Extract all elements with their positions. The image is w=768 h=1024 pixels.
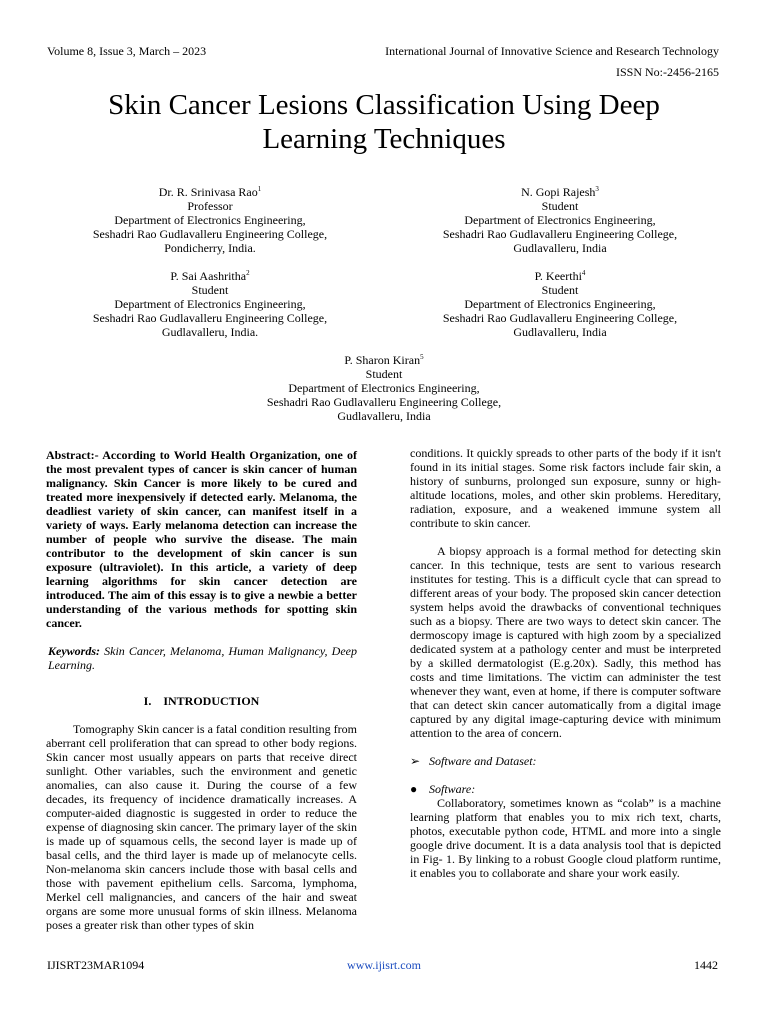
author-block-2 [70, 266, 350, 339]
issn: ISSN No:-2456-2165 [615, 65, 719, 79]
author-place: Gudlavalleru, India. [161, 325, 259, 339]
intro-paragraph-continued: conditions. It quickly spreads to other parts of the body if it isn't found in its initial stages. Some risk factors include fair skin, a history of sunburns, prolonged sun exposure, sunny or high-altitude locations, moles, and other skin problems. Hereditary, radiation, exposure, and a weakened immune system all contribute to skin cancer. [410, 446, 721, 530]
footer-paper-id: IJISRT23MAR1094 [47, 958, 145, 972]
author-place: Gudlavalleru, India [513, 241, 607, 255]
author-place: Gudlavalleru, India [337, 409, 431, 423]
intro-paragraph: Tomography Skin cancer is a fatal condition resulting from aberrant cell proliferation that can spread to other body regions. Skin cancer most usually appears on parts that receive direct sunlight. Other variables, such the environment and genetic anomalies, can also cause it. During the course of a few decades, its frequency of incidence dramatically increases. A computer-aided diagnostic is suggested in order to reduce the expense of diagnosing skin cancer. The primary layer of the skin is made up of squamous cells, the second layer is made up of basal cells, and the third layer is made up of melanocyte cells. Non-melanoma skin cancers include those with basal cells and those with pavement epithelium cells. Sarcoma, lymphoma, Merkel cell malignancies, and cancers of the hair and sweat organs are some more unusual forms of skin illness. Melanoma poses a greater risk than other types of skin [46, 722, 357, 932]
right-column [410, 446, 721, 880]
biopsy-paragraph: A biopsy approach is a formal method for detecting skin cancer. In this technique, tests are sent to various research institutes for testing. This is a difficult cycle that can spread to different areas of your body. The proposed skin cancer detection system helps avoid the drawbacks of conventional techniques such as a biopsy. There are two ways to detect skin cancer. The dermoscopy image is captured with high zoom by a specialized dedicated system at a pathology center and must be interpreted by a skilled dermatologist (E.g.20x). Sadly, this method has costs and time limitations. The victim can administer the test whenever they want, even at home, if there is computer software that can detect skin cancer automatically from a digital image captured by any digital image-capturing device with minimum attention to the area of concern. [410, 544, 721, 740]
author-role: Student [365, 367, 403, 381]
journal-volume: Volume 8, Issue 3, March – 2023 [47, 44, 207, 58]
paper-title: Skin Cancer Lesions Classification Using Deep Learning Techniques [108, 89, 660, 155]
author-block-1 [70, 182, 350, 255]
keywords [46, 644, 357, 672]
subsection-label: Software and Dataset: [429, 754, 537, 768]
arrow-bullet-icon: ➢ [410, 754, 421, 768]
author-college: Seshadri Rao Gudlavalleru Engineering College, [92, 311, 328, 325]
dot-bullet-icon: ● [410, 782, 418, 796]
page-number: 1442 [694, 958, 718, 972]
left-column [46, 448, 357, 932]
author-place: Pondicherry, India. [164, 241, 256, 255]
author-role: Student [541, 199, 579, 213]
author-name: P. Sai Aashritha$^2$ [170, 269, 250, 283]
author-name: N. Gopi Rajesh$^3$ [521, 185, 599, 199]
author-block-5 [234, 350, 534, 423]
software-paragraph: Collaboratory, sometimes known as “colab” is a machine learning platform that enables you to mix rich text, charts, photos, executable python code, HTML and more into a single google drive document. It is a data analysis tool that is depicted in Fig- 1. By linking to a robust Google cloud platform runtime, it enables you to collaborate and share your work easily. [410, 796, 721, 880]
bullet-label: Software: [429, 782, 476, 796]
author-dept: Department of Electronics Engineering, [464, 297, 656, 311]
subsection-software-dataset [410, 754, 721, 768]
author-role: Professor [187, 199, 233, 213]
abstract: Abstract:- According to World Health Organization, one of the most prevalent types of cancer is skin cancer of human malignancy. Skin Cancer is more likely to be cured and treated more inexpensively if detected early. Melanoma, the deadliest variety of skin cancer, can manifest itself in a variety of ways. Early melanoma detection can increase the number of people who survive the disease. The main contributor to the development of skin cancer is sun exposure (ultraviolet). In this article, a variety of deep learning algorithms for skin cancer detection are introduced. The aim of this essay is to give a newbie a better understanding of the various methods for spotting skin cancer. [46, 448, 357, 630]
author-block-4 [420, 266, 700, 339]
footer-website-link[interactable]: www.ijisrt.com [347, 958, 421, 972]
author-name: P. Keerthi$^4$ [534, 269, 586, 283]
author-college: Seshadri Rao Gudlavalleru Engineering College, [442, 227, 678, 241]
author-block-3 [420, 182, 700, 255]
author-dept: Department of Electronics Engineering, [114, 213, 306, 227]
author-role: Student [191, 283, 229, 297]
author-dept: Department of Electronics Engineering, [114, 297, 306, 311]
author-name: Dr. R. Srinivasa Rao$^1$ [158, 185, 262, 199]
author-dept: Department of Electronics Engineering, [288, 381, 480, 395]
author-dept: Department of Electronics Engineering, [464, 213, 656, 227]
section-heading-introduction: I. INTRODUCTION [143, 694, 260, 708]
author-college: Seshadri Rao Gudlavalleru Engineering College, [266, 395, 502, 409]
journal-name: International Journal of Innovative Science and Research Technology [385, 44, 719, 58]
author-college: Seshadri Rao Gudlavalleru Engineering College, [442, 311, 678, 325]
bullet-software [410, 782, 721, 796]
keywords-label: Keywords: [48, 644, 100, 658]
author-place: Gudlavalleru, India [513, 325, 607, 339]
keywords-text: Skin Cancer, Melanoma, Human Malignancy, Deep Learning. [48, 644, 357, 672]
author-role: Student [541, 283, 579, 297]
author-name: P. Sharon Kiran$^5$ [344, 353, 424, 367]
author-college: Seshadri Rao Gudlavalleru Engineering College, [92, 227, 328, 241]
